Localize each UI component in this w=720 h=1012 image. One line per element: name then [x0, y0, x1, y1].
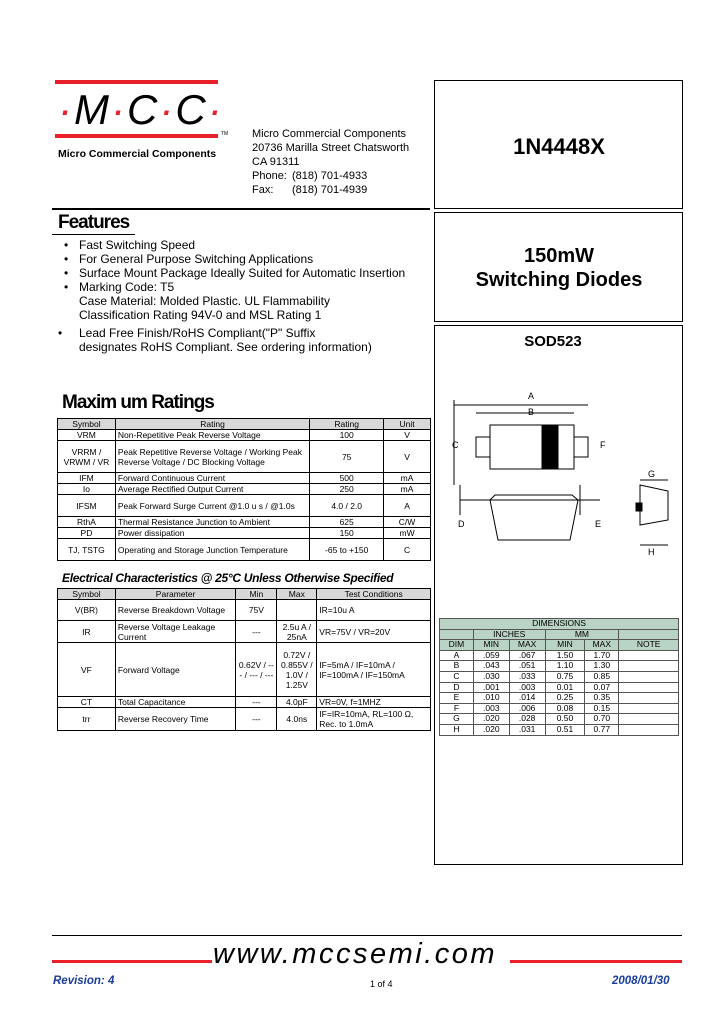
dim-label-e: E: [595, 519, 602, 529]
package-outline-drawing: [440, 385, 680, 585]
company-address1: 20736 Marilla Street Chatsworth: [252, 142, 410, 154]
footer-rule-right: [510, 960, 682, 963]
mcc-logo: ·M·C·C·: [58, 86, 224, 133]
device-type: Switching Diodes: [475, 269, 643, 291]
table-header: Symbol Rating Rating Unit: [58, 419, 431, 430]
feature-item: • Surface Mount Package Ideally Suited for Automatic Insertion: [64, 266, 406, 280]
feature-item: • For General Purpose Switching Applications: [64, 252, 314, 266]
table-row: VRRM / VRWM / VR Peak Repetitive Reverse Voltage / Working Peak Reverse Voltage / DC Blocking Voltage 75 V: [58, 441, 431, 473]
company-info: [252, 127, 409, 197]
table-row: E .010 .014 0.25 0.35: [440, 693, 679, 704]
package-name: SOD523: [524, 333, 582, 350]
table-row: VRM Non-Repetitive Peak Reverse Voltage 100 V: [58, 430, 431, 441]
table-header: INCHES MM: [440, 629, 679, 640]
trademark: TM: [221, 131, 229, 137]
table-row: D .001 .003 0.01 0.07: [440, 682, 679, 693]
table-row: CT Total Capacitance --- 4.0pF VR=0V, f=1MHZ: [58, 697, 431, 708]
table-row: IFSM Peak Forward Surge Current @1.0 u s / @1.0s 4.0 / 2.0 A: [58, 495, 431, 517]
logo-bar-top: [55, 80, 218, 84]
max-ratings-table: [57, 418, 431, 561]
features-title: Features: [58, 212, 130, 233]
dim-label-h: H: [648, 547, 655, 557]
table-row: Io Average Rectified Output Current 250 mA: [58, 484, 431, 495]
header-rule: [52, 208, 430, 210]
feature-item: • Lead Free Finish/RoHS Compliant("P" Suffix: [58, 326, 316, 340]
part-number: 1N4448X: [513, 134, 605, 159]
table-row: H .020 .031 0.51 0.77: [440, 724, 679, 735]
max-ratings-title: Maxim um Ratings: [62, 392, 214, 413]
table-row: RthA Thermal Resistance Junction to Ambient 625 C/W: [58, 517, 431, 528]
logo-bar-bottom: [55, 134, 218, 138]
table-row: IFM Forward Continuous Current 500 mA: [58, 473, 431, 484]
table-row: TJ, TSTG Operating and Storage Junction Temperature -65 to +150 C: [58, 539, 431, 561]
company-name: Micro Commercial Components: [252, 128, 407, 140]
table-row: G .020 .028 0.50 0.70: [440, 714, 679, 725]
elec-char-title: Electrical Characteristics @ 25°C Unless Otherwise Specified: [62, 571, 394, 585]
phone-number: (818) 701-4933: [292, 170, 368, 182]
table-row: A .059 .067 1.50 1.70: [440, 650, 679, 661]
dim-label-g: G: [648, 469, 656, 479]
feature-extra: designates RoHS Compliant. See ordering information): [79, 340, 372, 354]
dim-label-c: C: [452, 440, 459, 450]
dimensions-table: [439, 618, 679, 736]
revision-date: 2008/01/30: [612, 975, 670, 987]
features-rule: [52, 234, 135, 235]
footer-rule-top: [52, 935, 682, 936]
logo-subtitle: Micro Commercial Components: [58, 148, 217, 160]
dim-label-f: F: [600, 440, 606, 450]
dim-label-d: D: [458, 519, 465, 529]
features-list: [58, 238, 406, 354]
feature-item: • Marking Code: T5: [64, 280, 175, 294]
fax-number: (818) 701-4939: [292, 184, 368, 196]
power-rating: 150mW: [523, 245, 595, 267]
table-header: Symbol Parameter Min Max Test Conditions: [58, 589, 431, 600]
elec-char-table: [57, 588, 431, 731]
table-header: DIMENSIONS: [440, 619, 679, 630]
company-phone: [252, 169, 409, 183]
company-address2: CA 91311: [252, 156, 300, 168]
table-row: V(BR) Reverse Breakdown Voltage 75V IR=10u A: [58, 600, 431, 621]
feature-extra: Classification Rating 94V-0 and MSL Rating 1: [79, 308, 322, 322]
fax-label: Fax:: [252, 184, 274, 196]
table-row: VF Forward Voltage 0.62V / --- / --- / --- 0.72V / 0.855V / 1.0V / 1.25V IF=5mA / IF=10mA / IF=100mA / IF=150mA: [58, 643, 431, 697]
table-row: trr Reverse Recovery Time --- 4.0ns IF=IR=10mA, RL=100 Ω, Rec. to 1.0mA: [58, 708, 431, 731]
feature-item: • Fast Switching Speed: [64, 238, 196, 252]
table-header: DIM MIN MAX MIN MAX NOTE: [440, 640, 679, 651]
phone-label: Phone:: [252, 170, 287, 182]
table-row: PD Power dissipation 150 mW: [58, 528, 431, 539]
dim-label-b: B: [528, 407, 535, 417]
website-url[interactable]: www.mccsemi.com: [213, 938, 498, 970]
feature-extra: Case Material: Molded Plastic. UL Flammability: [79, 294, 330, 308]
revision: Revision: 4: [53, 975, 115, 987]
table-row: C .030 .033 0.75 0.85: [440, 671, 679, 682]
table-row: F .003 .006 0.08 0.15: [440, 703, 679, 714]
device-description: [436, 244, 682, 292]
table-row: IR Reverse Voltage Leakage Current --- 2.5u A / 25nA VR=75V / VR=20V: [58, 621, 431, 643]
page-number: 1 of 4: [370, 979, 393, 989]
table-row: B .043 .051 1.10 1.30: [440, 661, 679, 672]
dim-label-a: A: [528, 391, 535, 401]
footer-rule-left: [52, 960, 212, 963]
company-fax: [252, 183, 409, 197]
